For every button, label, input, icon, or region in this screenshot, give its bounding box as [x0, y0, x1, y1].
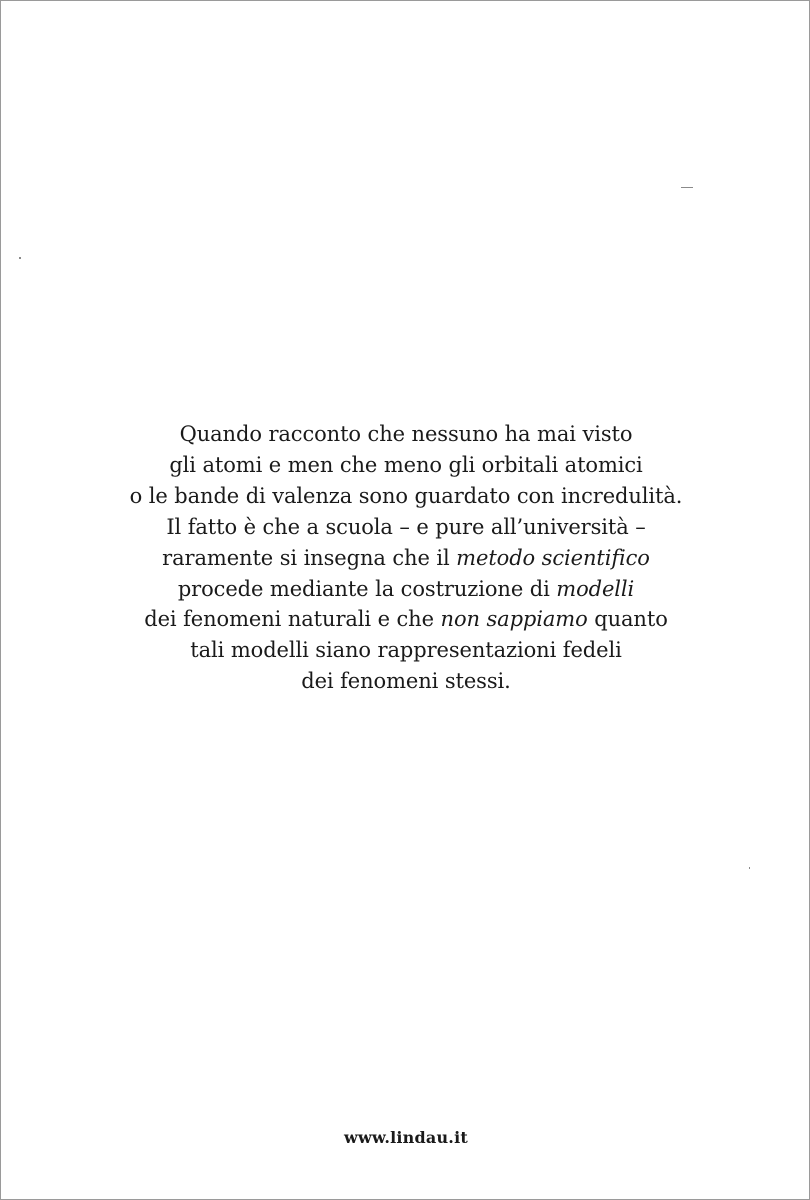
- quote-emphasis: modelli: [556, 576, 635, 601]
- print-speck: [749, 867, 750, 869]
- quote-text: Il fatto è che a scuola – e pure all’università –: [166, 514, 646, 539]
- quote-text: Quando racconto che nessuno ha mai visto: [179, 422, 633, 446]
- quote-line: [1, 512, 810, 543]
- quote-line: [1, 635, 810, 666]
- quote-line: [1, 419, 810, 450]
- quote-emphasis: metodo scientifico: [456, 545, 650, 570]
- publisher-url: www.lindau.it: [344, 1128, 468, 1147]
- quote-line: [1, 450, 810, 481]
- quote-line: [1, 604, 810, 635]
- quote-line: [1, 481, 810, 512]
- quote-line: [1, 543, 810, 574]
- quote-text: gli atomi e men che meno gli orbitali atomici: [169, 452, 643, 477]
- quote-text: quanto: [587, 607, 668, 632]
- print-speck: [681, 187, 693, 188]
- quote-text: tali modelli siano rappresentazioni fedeli: [190, 638, 622, 663]
- quote-text: o le bande di valenza sono guardato con incredulità.: [129, 483, 683, 508]
- print-speck: [19, 257, 21, 259]
- quote-paragraph: [1, 419, 810, 697]
- quote-emphasis: non sappiamo: [440, 607, 588, 632]
- quote-text: raramente si insegna che il: [162, 545, 457, 570]
- quote-line: [1, 574, 810, 605]
- quote-line: [1, 666, 810, 697]
- quote-text: dei fenomeni naturali e che: [144, 607, 441, 632]
- quote-text: procede mediante la costruzione di: [177, 576, 557, 601]
- quote-text: dei fenomeni stessi.: [301, 669, 511, 694]
